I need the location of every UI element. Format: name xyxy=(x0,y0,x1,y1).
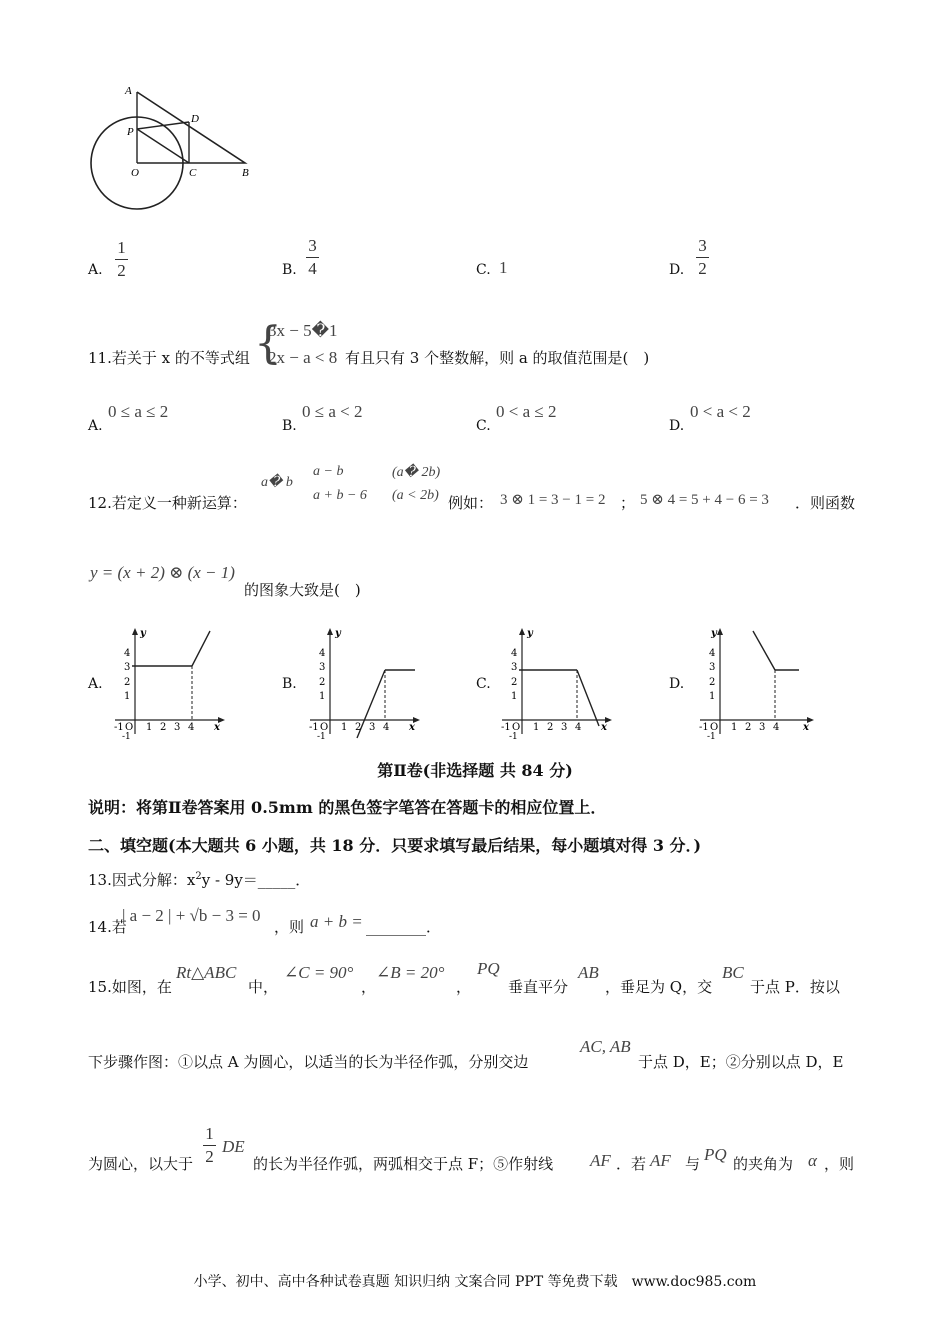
q11-option-b-label: B. xyxy=(282,418,297,434)
ytick-neg1: -1 xyxy=(707,732,716,741)
xtick-origin: O xyxy=(710,722,719,733)
q12-example2: 5 ⊗ 4 = 5 + 4 − 6 = 3 xyxy=(640,492,769,508)
q15-line3-b: 的长为半径作弧，两弧相交于点 F；⑤作射线 xyxy=(253,1155,554,1173)
page-footer: 小学、初中、高中各种试卷真题 知识归纳 文案合同 PPT 等免费下载 www.doc985.com xyxy=(193,1274,757,1290)
q11-line1: 3x − 5�1 xyxy=(268,321,338,340)
section2-note: 说明：将第Ⅱ卷答案用 0.5mm 的黑色签字笔答在答题卡的相应位置上． xyxy=(88,798,607,817)
q12-tail: ．则函数 xyxy=(795,494,856,512)
label-D: D xyxy=(191,113,199,125)
xtick-2: 2 xyxy=(160,722,167,733)
denominator: 2 xyxy=(698,258,707,278)
q12-operator: a� b xyxy=(261,475,293,490)
ytick-4: 4 xyxy=(511,648,518,659)
q14-mid: ，则 xyxy=(274,918,305,936)
ytick-2: 2 xyxy=(709,677,716,688)
q15-m5: AB xyxy=(578,963,599,982)
denominator: 2 xyxy=(117,260,126,280)
q15-p3: ， xyxy=(361,978,377,996)
xtick-origin: O xyxy=(320,722,329,733)
q15-line3-a: 为圆心，以大于 xyxy=(88,1155,194,1173)
q11-option-a-label: A. xyxy=(88,418,103,434)
ytick-neg1: -1 xyxy=(122,732,131,741)
numerator: 3 xyxy=(308,236,317,255)
ytick-3: 3 xyxy=(511,662,518,673)
q10-option-a-label: A. xyxy=(88,262,103,278)
ytick-2: 2 xyxy=(319,677,326,688)
q13 xyxy=(88,869,310,890)
q15-frac-tail: DE xyxy=(222,1137,245,1156)
q15-line3-e: 的夹角为 xyxy=(733,1155,794,1173)
xtick-2: 2 xyxy=(745,722,752,733)
q15-line3-c: ．若 xyxy=(616,1155,647,1173)
numerator: 3 xyxy=(698,236,707,255)
xtick-neg1: -1 xyxy=(114,722,124,733)
q12-function: y = (x + 2) ⊗ (x − 1) xyxy=(90,563,235,582)
ytick-4: 4 xyxy=(709,648,716,659)
xtick-2: 2 xyxy=(547,722,554,733)
q15-m4: PQ xyxy=(477,959,500,978)
axis-x-label: x xyxy=(803,722,809,733)
q15-p7: 于点 P．按以 xyxy=(750,978,840,996)
q12-case2-cond: (a < 2b) xyxy=(392,488,439,503)
axis-y-label: y xyxy=(335,628,341,639)
xtick-1: 1 xyxy=(341,722,348,733)
q15-p6: ，垂足为 Q，交 xyxy=(605,978,713,996)
q14-prefix: 14.若 xyxy=(88,918,127,936)
q15-line3-f: ，则 xyxy=(824,1155,855,1173)
q11-prefix: 11.若关于 x 的不等式组 xyxy=(88,349,250,367)
label-P: P xyxy=(127,126,134,138)
axis-y-label: y xyxy=(527,628,533,639)
q15-p4: ， xyxy=(456,978,472,996)
xtick-4: 4 xyxy=(383,722,390,733)
q15-p2: 中， xyxy=(248,978,279,996)
section2-heading: 二、填空题(本大题共 6 小题，共 18 分．只要求填写最后结果，每小题填对得 3 分．) xyxy=(88,836,702,855)
ytick-3: 3 xyxy=(124,662,131,673)
xtick-3: 3 xyxy=(369,722,376,733)
ytick-2: 2 xyxy=(124,677,131,688)
q15-m1: Rt△ABC xyxy=(176,963,237,982)
q10-figure xyxy=(85,82,265,212)
q14-blank: ________． xyxy=(366,918,442,936)
ytick-1: 1 xyxy=(124,691,131,702)
q15-line2-b: 于点 D，E；②分别以点 D，E xyxy=(638,1053,844,1071)
xtick-3: 3 xyxy=(759,722,766,733)
q15-m9: PQ xyxy=(704,1145,727,1164)
q12-sep: ； xyxy=(620,494,636,512)
q15-p1: 15.如图，在 xyxy=(88,978,172,996)
xtick-neg1: -1 xyxy=(309,722,319,733)
xtick-4: 4 xyxy=(773,722,780,733)
q14-expr: | a − 2 | + √b − 3 = 0 xyxy=(122,906,261,925)
q11-option-d-label: D. xyxy=(669,418,685,434)
q11-option-a-expr: 0 ≤ a ≤ 2 xyxy=(108,402,169,421)
numerator: 1 xyxy=(117,238,126,257)
q12-option-a-label: A. xyxy=(88,676,103,692)
q11-suffix: 有且只有 3 个整数解，则 a 的取值范围是( ) xyxy=(345,349,650,367)
q15-m3: ∠B = 20° xyxy=(376,963,445,982)
q10-option-b-label: B. xyxy=(282,262,297,278)
q12-graph-a xyxy=(110,626,230,741)
axis-x-label: x xyxy=(214,722,220,733)
denominator: 4 xyxy=(308,258,317,278)
q11-option-c-label: C. xyxy=(476,418,491,434)
q15-p5: 垂直平分 xyxy=(508,978,569,996)
axis-x-label: x xyxy=(409,722,415,733)
q11-option-d-expr: 0 < a < 2 xyxy=(690,402,751,421)
axis-y-label: y xyxy=(711,628,717,639)
q12-function-suffix: 的图象大致是( ) xyxy=(244,581,361,599)
q10-option-d-label: D. xyxy=(669,262,685,278)
q12-example-label: 例如： xyxy=(448,494,494,512)
ytick-3: 3 xyxy=(319,662,326,673)
xtick-origin: O xyxy=(512,722,521,733)
ytick-neg1: -1 xyxy=(509,732,518,741)
q12-case1-expr: a − b xyxy=(313,464,344,479)
q10-option-a-fraction xyxy=(115,238,128,280)
ytick-3: 3 xyxy=(709,662,716,673)
xtick-3: 3 xyxy=(174,722,181,733)
q15-m8: AF xyxy=(650,1151,671,1170)
q15-line3-d: 与 xyxy=(685,1155,701,1173)
ytick-1: 1 xyxy=(511,691,518,702)
q11-line2: 2x − a < 8 xyxy=(268,348,338,367)
q12-graph-c xyxy=(497,626,617,741)
q11-brace: { xyxy=(254,318,282,369)
xtick-neg1: -1 xyxy=(501,722,511,733)
q15-m10: α xyxy=(808,1151,817,1170)
section2-title: 第Ⅱ卷(非选择题 共 84 分) xyxy=(377,761,573,780)
q12-option-c-label: C. xyxy=(476,676,491,692)
numerator: 1 xyxy=(205,1124,214,1143)
xtick-4: 4 xyxy=(188,722,195,733)
ytick-2: 2 xyxy=(511,677,518,688)
q12-example1: 3 ⊗ 1 = 3 − 1 = 2 xyxy=(500,492,606,508)
q12-graph-b xyxy=(305,626,425,741)
q12-graph-d xyxy=(695,626,820,741)
q15-fraction xyxy=(203,1124,216,1166)
xtick-neg1: -1 xyxy=(699,722,709,733)
q10-option-b-fraction xyxy=(306,236,319,278)
q12-option-b-label: B. xyxy=(282,676,297,692)
ytick-1: 1 xyxy=(709,691,716,702)
ytick-1: 1 xyxy=(319,691,326,702)
xtick-2: 2 xyxy=(355,722,362,733)
q15-line2-math: AC, AB xyxy=(580,1037,631,1056)
q13-text-b: y - 9y＝_____． xyxy=(201,871,311,889)
q12-option-d-label: D. xyxy=(669,676,685,692)
ytick-4: 4 xyxy=(124,648,131,659)
xtick-3: 3 xyxy=(561,722,568,733)
xtick-1: 1 xyxy=(731,722,738,733)
denominator: 2 xyxy=(205,1146,214,1166)
q14-expr2: a + b = xyxy=(310,912,363,931)
q12-case1-cond: (a� 2b) xyxy=(392,465,441,480)
xtick-origin: O xyxy=(125,722,134,733)
q15-m6: BC xyxy=(722,963,744,982)
q13-sup: 2 xyxy=(195,871,202,882)
q10-option-d-fraction xyxy=(696,236,709,278)
label-A: A xyxy=(125,85,132,97)
label-O: O xyxy=(131,167,139,179)
q10-option-c-value: 1 xyxy=(499,258,508,277)
axis-x-label: x xyxy=(601,722,607,733)
q11-option-b-expr: 0 ≤ a < 2 xyxy=(302,402,363,421)
q12-prefix: 12.若定义一种新运算： xyxy=(88,494,247,512)
label-B: B xyxy=(242,167,249,179)
xtick-1: 1 xyxy=(146,722,153,733)
xtick-1: 1 xyxy=(533,722,540,733)
q13-text-a: 13.因式分解：x xyxy=(88,871,196,889)
label-C: C xyxy=(189,167,197,179)
xtick-4: 4 xyxy=(575,722,582,733)
q11-option-c-expr: 0 < a ≤ 2 xyxy=(496,402,557,421)
q15-line2-a: 下步骤作图：①以点 A 为圆心，以适当的长为半径作弧，分别交边 xyxy=(88,1053,529,1071)
q15-m7: AF xyxy=(590,1151,611,1170)
axis-y-label: y xyxy=(140,628,146,639)
q10-option-c-label: C. xyxy=(476,262,491,278)
q12-case2-expr: a + b − 6 xyxy=(313,488,367,503)
ytick-neg1: -1 xyxy=(317,732,326,741)
ytick-4: 4 xyxy=(319,648,326,659)
q15-m2: ∠C = 90° xyxy=(284,963,354,982)
